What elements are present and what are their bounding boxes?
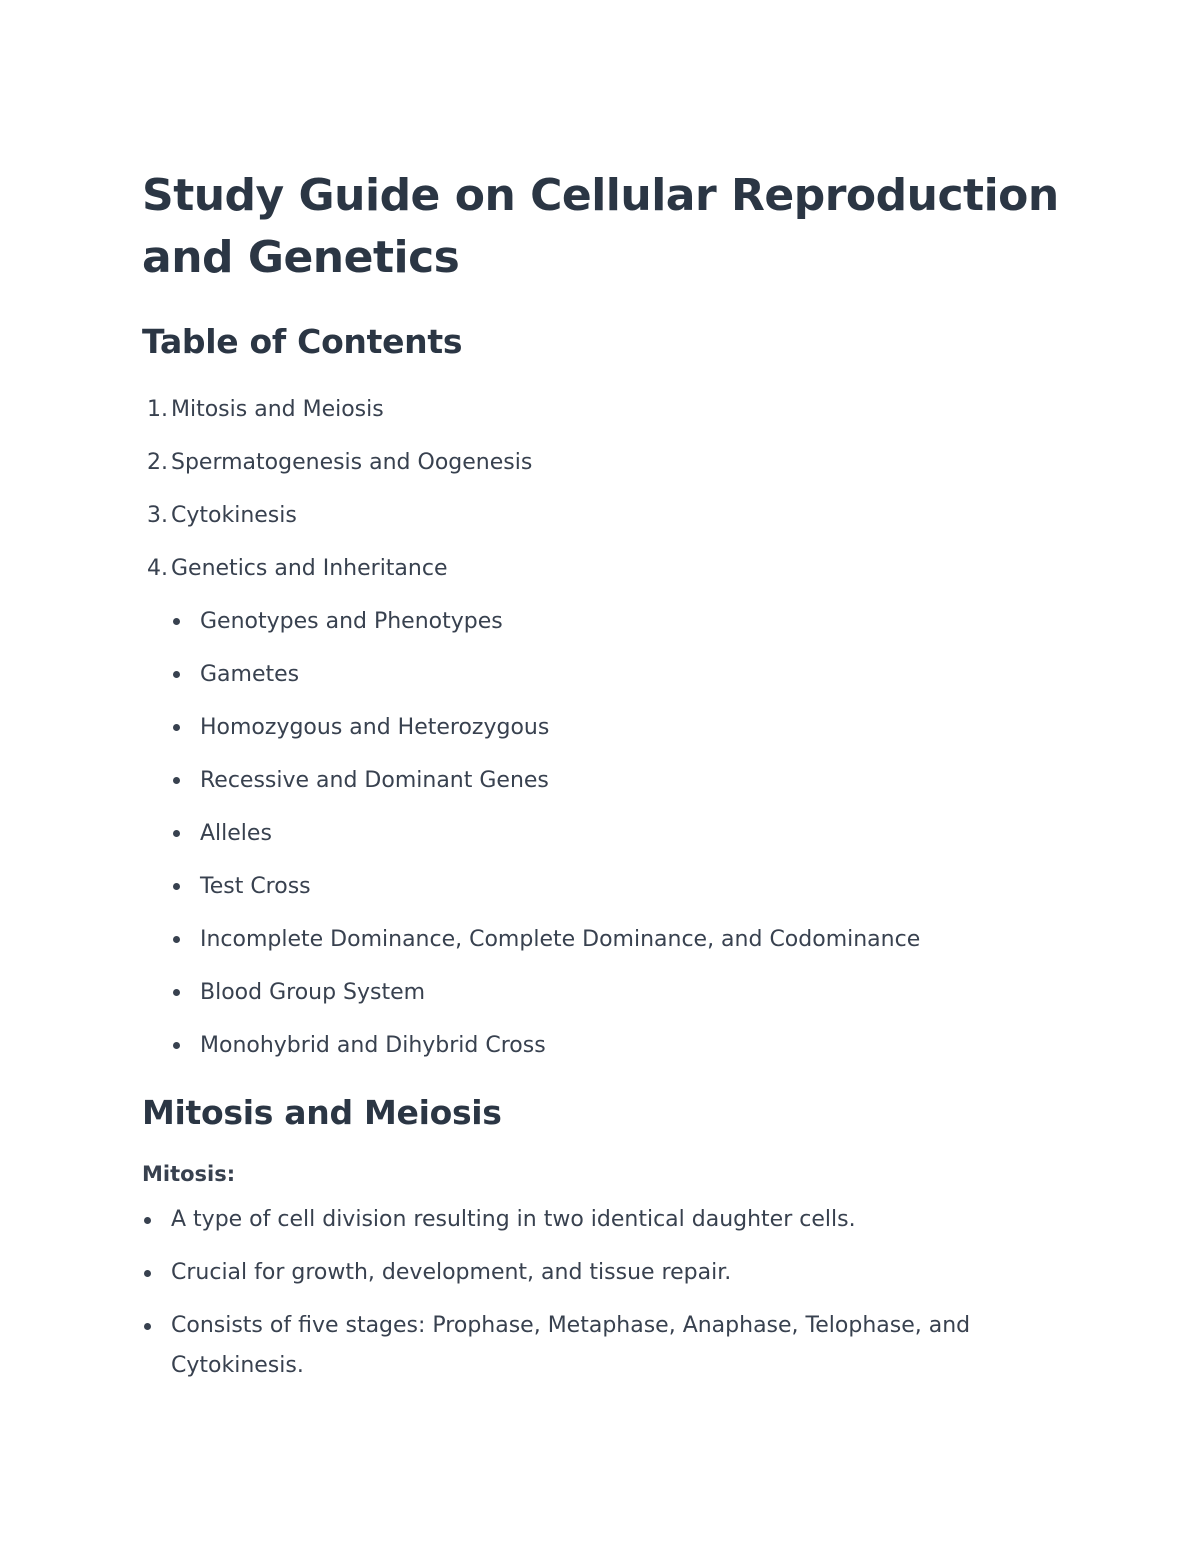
toc-item-number: 4. <box>147 556 168 581</box>
toc-subitem <box>142 913 1072 966</box>
toc-item-number: 1. <box>147 397 168 422</box>
toc-item-label: Mitosis and Meiosis <box>171 397 384 422</box>
bullet-item <box>142 1253 1072 1293</box>
toc-sublist <box>142 595 1072 1072</box>
toc-heading: Table of Contents <box>142 322 463 361</box>
section-bullet-list <box>142 1200 1072 1386</box>
bullet-icon <box>144 1323 151 1330</box>
toc-item-label: Genetics and Inheritance <box>171 556 448 581</box>
bullet-icon <box>144 1217 151 1224</box>
toc-subitem-label: Genotypes and Phenotypes <box>200 609 503 634</box>
bullet-item <box>142 1200 1072 1240</box>
toc-subitem-label: Gametes <box>200 662 300 687</box>
section-heading: Mitosis and Meiosis <box>142 1093 502 1132</box>
toc-item <box>142 383 1072 436</box>
bullet-item <box>142 1306 1072 1386</box>
toc-item-label: Cytokinesis <box>171 503 297 528</box>
document-page <box>142 165 1072 1399</box>
toc-subitem <box>142 648 1072 701</box>
toc-list <box>142 383 1072 595</box>
toc-subitem <box>142 754 1072 807</box>
bullet-icon <box>173 1042 180 1049</box>
bullet-icon <box>144 1270 151 1277</box>
toc-subitem <box>142 807 1072 860</box>
toc-item-number: 3. <box>147 503 168 528</box>
toc-subitem-label: Test Cross <box>200 874 311 899</box>
toc-item <box>142 436 1072 489</box>
bullet-icon <box>173 989 180 996</box>
bullet-text: Crucial for growth, development, and tissue repair. <box>171 1260 732 1285</box>
bullet-text: Consists of five stages: Prophase, Metaphase, Anaphase, Telophase, and Cytokinesis. <box>171 1313 971 1378</box>
toc-subitem-label: Incomplete Dominance, Complete Dominance, and Codominance <box>200 927 921 952</box>
toc-subitem <box>142 860 1072 913</box>
toc-item <box>142 489 1072 542</box>
toc-subitem-label: Blood Group System <box>200 980 426 1005</box>
bullet-icon <box>173 724 180 731</box>
section-subheading: Mitosis: <box>142 1162 236 1186</box>
toc-item-label: Spermatogenesis and Oogenesis <box>171 450 533 475</box>
bullet-icon <box>173 883 180 890</box>
toc-subitem <box>142 595 1072 648</box>
bullet-icon <box>173 777 180 784</box>
toc-subitem-label: Homozygous and Heterozygous <box>200 715 550 740</box>
toc-subitem <box>142 1019 1072 1072</box>
bullet-text: A type of cell division resulting in two identical daughter cells. <box>171 1207 856 1232</box>
document-title: Study Guide on Cellular Reproduction and Genetics <box>142 170 1059 283</box>
bullet-icon <box>173 671 180 678</box>
toc-subitem-label: Recessive and Dominant Genes <box>200 768 549 793</box>
toc-item-number: 2. <box>147 450 168 475</box>
toc-subitem-label: Monohybrid and Dihybrid Cross <box>200 1033 546 1058</box>
bullet-icon <box>173 830 180 837</box>
toc-subitem <box>142 701 1072 754</box>
toc-item <box>142 542 1072 595</box>
bullet-icon <box>173 618 180 625</box>
toc-subitem <box>142 966 1072 1019</box>
bullet-icon <box>173 936 180 943</box>
toc-subitem-label: Alleles <box>200 821 272 846</box>
